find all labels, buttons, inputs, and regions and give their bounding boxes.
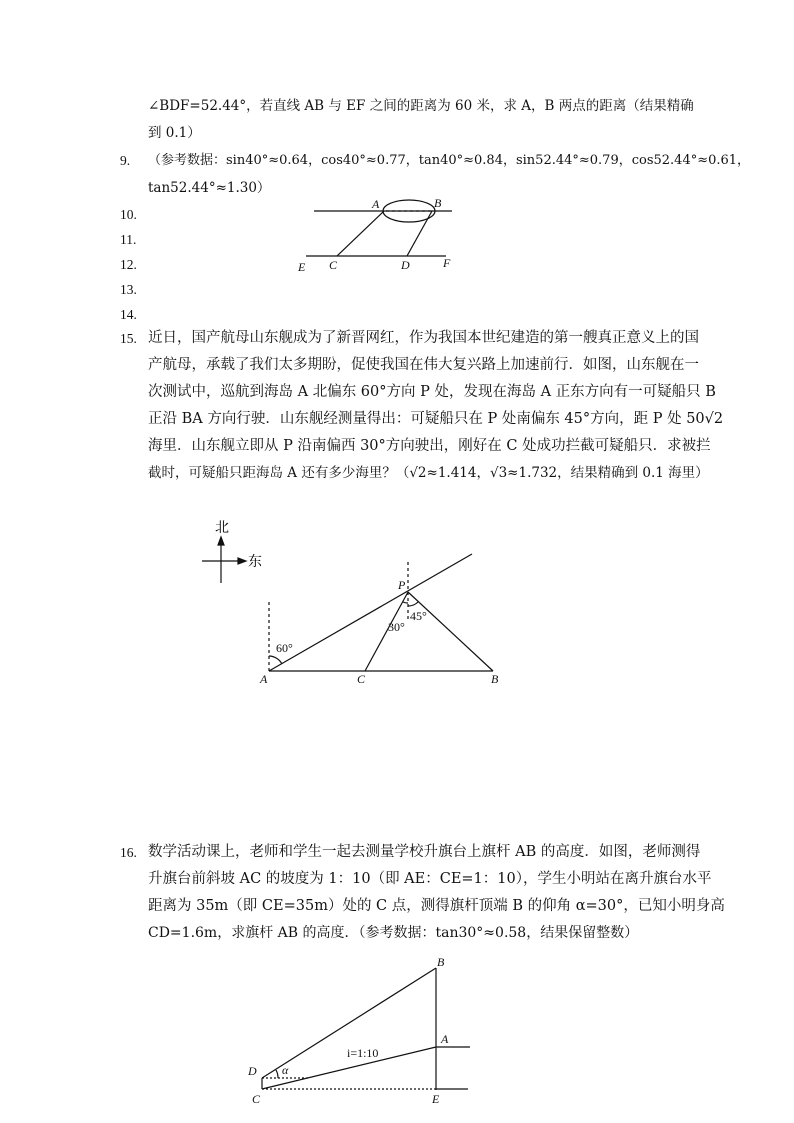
q8-line1: ∠BDF=52.44°，若直线 AB 与 EF 之间的距离为 60 米，求 A，B 两点的距离（结果精确 — [148, 98, 694, 114]
label-f: F — [443, 256, 451, 270]
compass-north-arrow — [218, 537, 224, 545]
q9-line2: tan52.44°≈1.30） — [148, 180, 271, 196]
slope-ca — [262, 1047, 436, 1089]
q16-line2: 升旗台前斜坡 AC 的坡度为 1：10（即 AE：CE=1：10），学生小明站在离升旗台水平 — [148, 871, 712, 887]
angle-60-label: 60° — [276, 641, 293, 655]
segment-pb — [408, 592, 493, 671]
label-b: B — [434, 196, 442, 210]
q15-line1: 近日，国产航母山东舰成为了新晋网红，作为我国本世纪建造的第一艘真正意义上的国 — [148, 330, 699, 346]
label-d: D — [401, 258, 410, 272]
angle-30-label: 30° — [388, 620, 405, 634]
label-a: A — [372, 197, 380, 211]
segment-ac — [337, 211, 384, 256]
q8-line2: 到 0.1） — [148, 125, 201, 141]
label-e: E — [432, 1092, 440, 1106]
label-c: C — [357, 672, 366, 686]
segment-bd — [407, 211, 432, 256]
arc-60 — [269, 656, 282, 664]
alpha-label: α — [282, 1063, 289, 1077]
label-c: C — [252, 1092, 261, 1106]
q15-number: 15. — [120, 331, 137, 346]
label-p: P — [398, 578, 406, 592]
compass-north-label: 北 — [215, 521, 229, 536]
arc-alpha — [276, 1070, 278, 1078]
q15-line6: 截时，可疑船只距海岛 A 还有多少海里？（√2≈1.414，√3≈1.732，结果精确到 0.1 海里） — [148, 465, 709, 481]
q9-line1: （参考数据：sin40°≈0.64，cos40°≈0.77，tan40°≈0.84，sin52.44°≈0.79，cos52.44°≈0.61， — [148, 153, 751, 168]
q15-line3: 次测试中，巡航到海岛 A 北偏东 60°方向 P 处，发现在海岛 A 正东方向有一可疑船只 B — [148, 384, 716, 400]
arc-30 — [403, 602, 408, 603]
sight-line-db — [262, 968, 436, 1078]
q16-line1: 数学活动课上，老师和学生一起去测量学校升旗台上旗杆 AB 的高度．如图，老师测得 — [148, 844, 701, 860]
empty-number-13: 13. — [120, 282, 137, 297]
ray-ap — [269, 554, 472, 671]
q15-line2: 产航母，承载了我们太多期盼，促使我国在伟大复兴路上加速前行．如图，山东舰在一 — [148, 357, 699, 373]
lake-ellipse — [383, 200, 435, 222]
q9-number: 9. — [120, 153, 131, 168]
q15-line5: 海里．山东舰立即从 P 沿南偏西 30°方向驶出，刚好在 C 处成功拦截可疑船只．求被拦 — [148, 438, 711, 454]
label-c: C — [329, 258, 338, 272]
segment-pc — [365, 592, 408, 671]
label-a: A — [441, 1032, 449, 1046]
q16-line4: CD=1.6m，求旗杆 AB 的高度．（参考数据：tan30°≈0.58，结果保留整数） — [148, 925, 639, 941]
compass-east-arrow — [238, 558, 246, 564]
angle-45-label: 45° — [410, 609, 427, 623]
q16-line3: 距离为 35m（即 CE=35m）处的 C 点，测得旗杆顶端 B 的仰角 α=30°，已知小明身高 — [148, 898, 725, 914]
q15-line4: 正沿 BA 方向行驶．山东舰经测量得出：可疑船只在 P 处南偏东 45°方向，距 P 处 50√2 — [148, 411, 724, 427]
q16-number: 16. — [120, 845, 137, 860]
empty-number-14: 14. — [120, 307, 137, 322]
label-b: B — [491, 672, 499, 686]
empty-number-12: 12. — [120, 257, 137, 272]
arc-45 — [408, 602, 418, 606]
label-d: D — [248, 1064, 257, 1078]
empty-number-10: 10. — [120, 207, 137, 222]
slope-label: i=1:10 — [347, 1046, 379, 1060]
label-a: A — [260, 672, 268, 686]
compass-east-label: 东 — [248, 555, 262, 570]
label-b: B — [437, 955, 445, 969]
label-e: E — [298, 260, 306, 274]
empty-number-11: 11. — [120, 232, 137, 247]
